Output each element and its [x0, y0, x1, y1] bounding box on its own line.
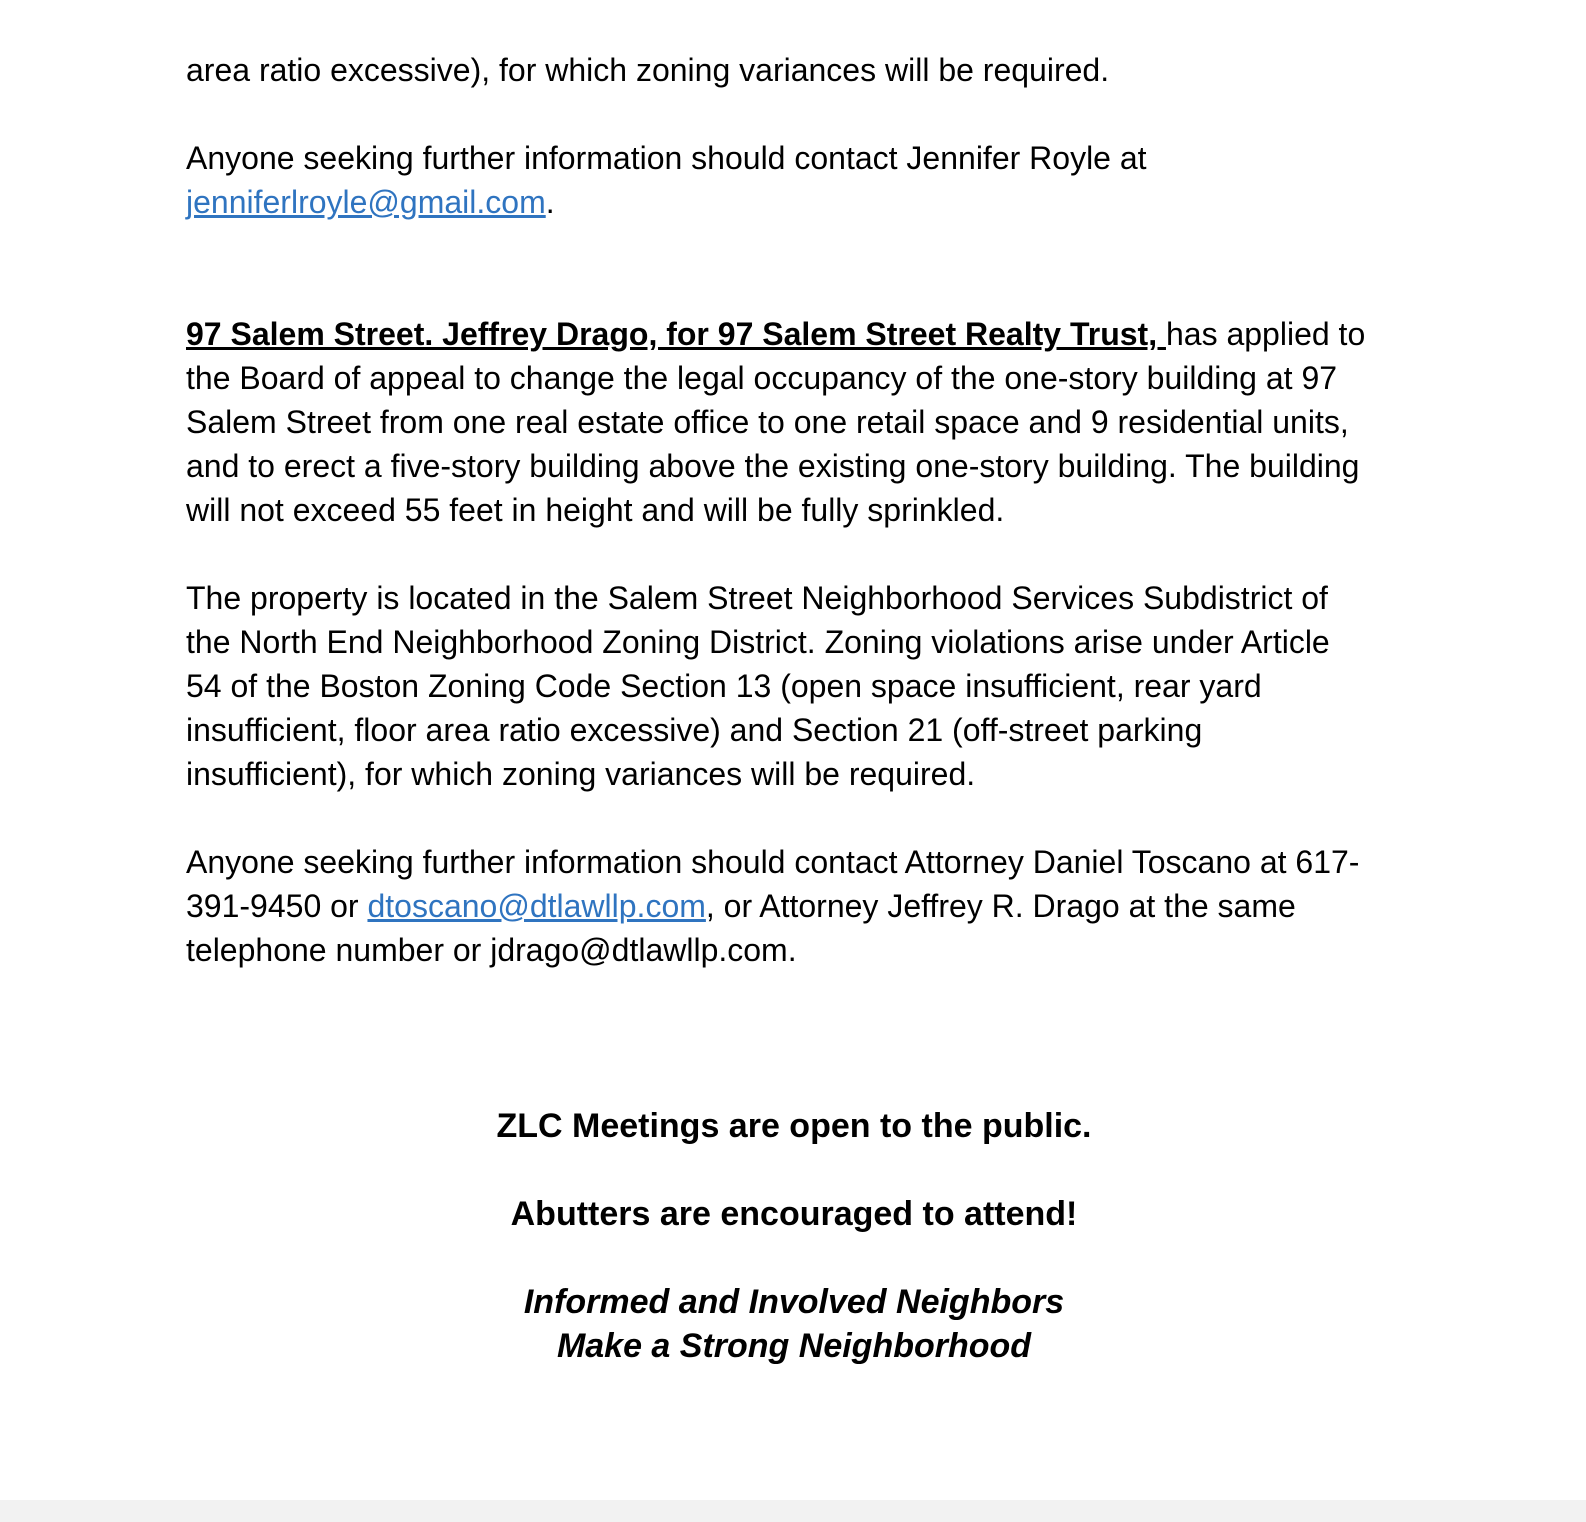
- footer-open-to-public: ZLC Meetings are open to the public.: [496, 1107, 1092, 1145]
- case-body: has applied to the Board of appeal to change the legal occupancy of the one-story building at 97 Salem Street from one real estate office to one retail space and 9 residential units, and to erect a five-story building above the existing one-story building. The building will not exceed 55 feet in height and will be fully sprinkled.: [186, 316, 1366, 528]
- period: .: [545, 184, 555, 220]
- contact-text-end: , or Attorney Jeffrey R. Drago at the same telephone number or jdrago@dtlawllp.com.: [186, 888, 1296, 968]
- paragraph-case-97-salem: [186, 312, 1366, 532]
- paragraph-zoning-continuation: area ratio excessive), for which zoning variances will be required.: [186, 52, 1110, 88]
- motto-line-1: Informed and Involved Neighbors: [523, 1283, 1065, 1321]
- document-body: [186, 48, 1416, 1368]
- motto-line-2: Make a Strong Neighborhood: [556, 1327, 1032, 1365]
- email-link-toscano[interactable]: dtoscano@dtlawllp.com: [367, 888, 706, 924]
- paragraph-contact-toscano: [186, 840, 1402, 972]
- case-heading: 97 Salem Street. Jeffrey Drago, for 97 Salem Street Realty Trust,: [186, 316, 1166, 352]
- footer-abutters: Abutters are encouraged to attend!: [510, 1195, 1078, 1233]
- paragraph-zoning-violations: The property is located in the Salem Street Neighborhood Services Subdistrict of the North End Neighborhood Zoning District. Zoning violations arise under Article 54 of the Boston Zoning Code Section 13 (open space insufficient, rear yard insufficient, floor area ratio excessive) and Section 21 (off-street parking insufficient), for which zoning variances will be required.: [186, 580, 1330, 792]
- contact-text: Anyone seeking further information should contact Jennifer Royle at: [186, 140, 1147, 176]
- paragraph-contact-royle: [186, 136, 1286, 224]
- email-link-royle[interactable]: jenniferlroyle@gmail.com: [186, 184, 546, 220]
- contact-text: Anyone seeking further information should contact Attorney Daniel Toscano at 617-391-9450 or: [186, 844, 1360, 924]
